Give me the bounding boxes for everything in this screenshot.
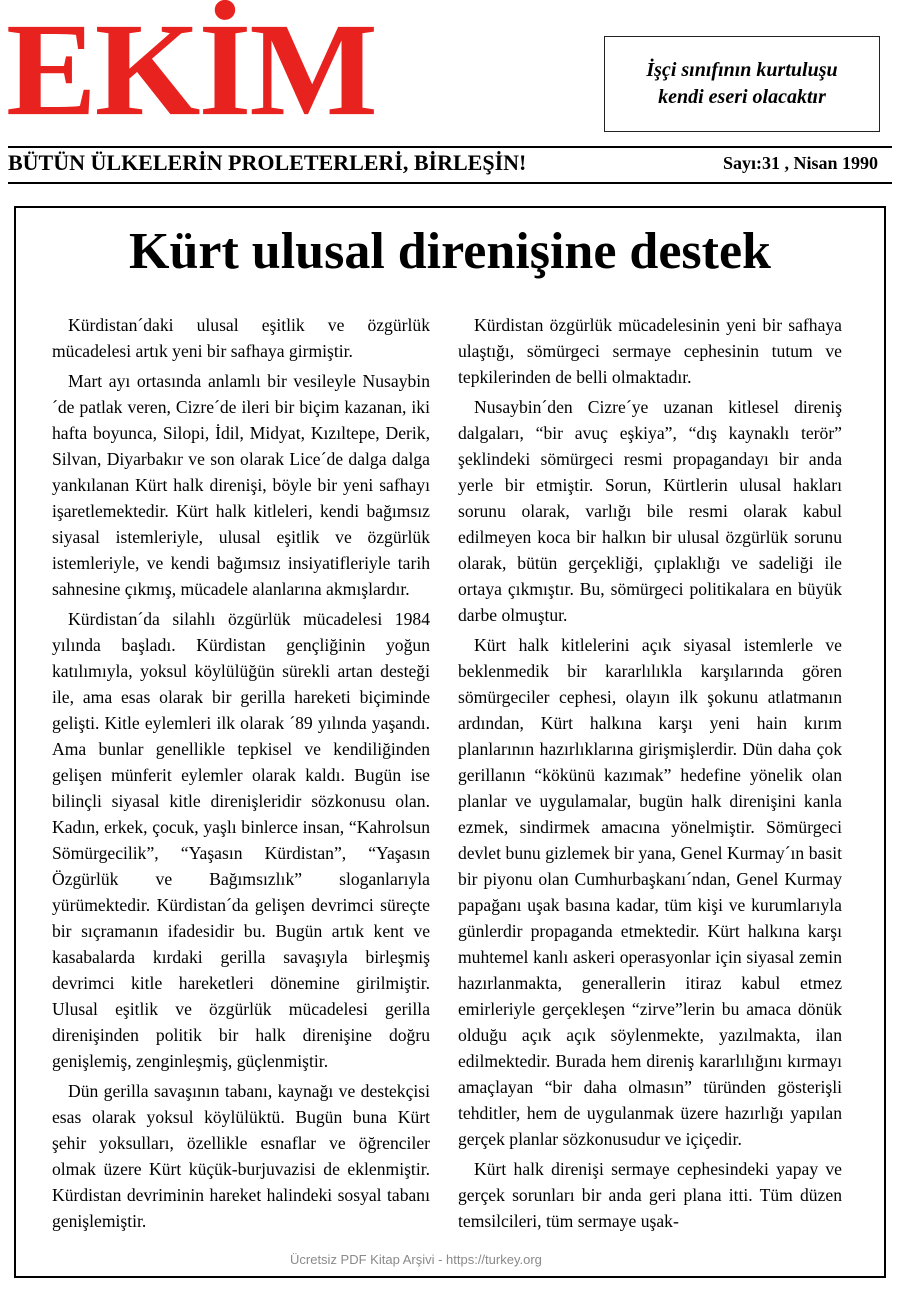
paragraph: Mart ayı ortasında anlamlı bir vesileyle Nusaybin´de patlak veren, Cizre´de ileri bir biçim kazanan, iki hafta boyunca, Silopi, İdil, Midyat, Kızıltepe, Derik, Silvan, Diyarbakır ve son olarak Lice´de dalga dalga yankılanan Kürt halk direnişi, böyle bir yeni safhayı işaretlemektedir. Kürt halk kitleleri, kendi bağımsız siyasal istemleriyle, ulusal eşitlik ve özgürlük istemleriyle, ve kendi bağımsız insiyatifleriyle tarih sahnesine çıkmış, mücadele alanlarına akmışlardır. [52, 371, 430, 599]
article-column-left [52, 312, 430, 1262]
slogan: BÜTÜN ÜLKELERİN PROLETERLERİ, BİRLEŞİN! [8, 150, 527, 175]
slogan-bar [8, 146, 892, 184]
paragraph: Kürdistan´daki ulusal eşitlik ve özgürlük mücadelesi artık yeni bir safhaya girmiştir. [52, 315, 430, 361]
paragraph: Kürt halk kitlelerini açık siyasal istemlerle ve beklenmedik bir kararlılıkla karşılarında gören sömürgeciler cephesi, olayın ilk şokunu atlatmanın ardından, Kürt halkına karşı yeni hain kırım planlarının hazırlıklarına girişmişlerdir. Dün daha çok gerillanın “kökünü kazımak” hedefine yönelik olan planlar ve uygulamalar, bugün halk direnişini kanla ezmek, sindirmek amacına yönelmiştir. Sömürgeci devlet bunu gizlemek bir yana, Genel Kurmay´ın basit bir piyonu olan Cumhurbaşkanı´ndan, Genel Kurmay papağanı uşak basına kadar, tüm kişi ve kurumlarıyla günlerdir propaganda etmektedir. Kürt halkına karşı muhtemel kanlı askeri operasyonlar için siyasal zemin hazırlanmakta, generallerin itiraz kabul etmez emirleriyle gerçekleşen “zirve”lerin bu amaca dönük olduğu açık açık söylenmekte, yazılmakta, ilan edilmektedir. Burada hem direniş kararlılığını kırmayı amaçlayan “bir daha olmasın” türünden gösterişli tehditler, hem de uygulanmak üzere hazırlığı yapılan gerçek planlar sözkonusudur ve içiçedir. [458, 635, 842, 1149]
watermark-credit: Ücretsiz PDF Kitap Arşivi - https://turkey.org [290, 1252, 542, 1267]
paragraph: Dün gerilla savaşının tabanı, kaynağı ve destekçisi esas olarak yoksul köylülüktü. Bugün buna Kürt şehir yoksulları, özellikle esnaflar ve öğrenciler olmak üzere Kürt küçük-burjuvazisi de eklenmiştir. Kürdistan devriminin hareket halindeki sosyal tabanı genişlemiştir. [52, 1081, 430, 1231]
article-headline: Kürt ulusal direnişine destek [129, 223, 771, 280]
motto-line-2: kendi eseri olacaktır [658, 86, 826, 108]
issue-info: Sayı:31 , Nisan 1990 [722, 153, 878, 173]
paragraph: Kürdistan özgürlük mücadelesinin yeni bir safhaya ulaştığı, sömürgeci sermaye cephesinin tutum ve tepkilerinden de belli olmaktadır. [458, 315, 842, 387]
motto-line-1: İşçi sınıfının kurtuluşu [646, 59, 838, 81]
article-column-right [458, 312, 842, 1262]
paragraph: Kürt halk direnişi sermaye cephesindeki yapay ve gerçek sorunları bir anda geri plana itti. Tüm düzen temsilcileri, tüm sermaye uşak- [458, 1159, 842, 1231]
newspaper-logo: EKİM [6, 0, 376, 144]
paragraph: Kürdistan´da silahlı özgürlük mücadelesi 1984 yılında başladı. Kürdistan gençliğinin yoğun katılımıyla, yoksul köylülüğün sürekli artan desteği ile, ama esas olarak bir gerilla hareketi biçiminde gelişti. Kitle eylemleri ilk olarak ´89 yılında yaşandı. Ama bunlar genellikle tepkisel ve kendiliğinden gelişen münferit eylemler olarak kaldı. Bugün ise bilinçli siyasal kitle direnişleridir sözkonusu olan. Kadın, erkek, çocuk, yaşlı binlerce insan, “Kahrolsun Sömürgecilik”, “Yaşasın Kürdistan”, “Yaşasın Özgürlük ve Bağımsızlık” sloganlarıyla yürümektedir. Kürdistan´da gelişen devrimci süreçte bir sıçramanın ifadesidir bu. Bugün artık kent ve kasabalarda kırdaki gerilla savaşıyla birleşmiş devrimci kitle hareketleri dönemine girilmiştir. Ulusal eşitlik ve özgürlük mücadelesi gerilla direnişinden politik bir halk direnişine doğru genişlemiş, zenginleşmiş, güçlenmiştir. [52, 609, 430, 1071]
paragraph: Nusaybin´den Cizre´ye uzanan kitlesel direniş dalgaları, “bir avuç eşkiya”, “dış kaynaklı terör” şeklindeki sömürgeci resmi propagandayı bir anda yerle bir etmiştir. Sorun, Kürtlerin ulusal hakları sorunu olarak, varlığı bile resmi olarak kabul edilmeyen koca bir halkın bir ulusal özgürlük sorunu olarak, bütün gerçekliği, çıplaklığı ve sadeliği ile ortaya çıkmıştır. Bu, sömürgeci politikalara en büyük darbe olmuştur. [458, 397, 842, 625]
motto-box [604, 36, 880, 132]
